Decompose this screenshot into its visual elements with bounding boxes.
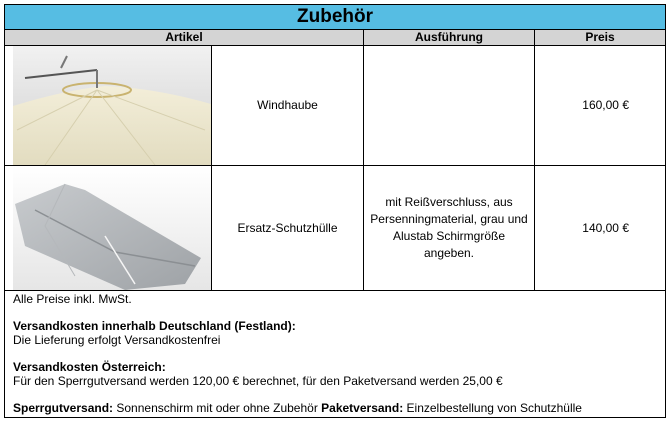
sperrgut-text: Sonnenschirm mit oder ohne Zubehör: [113, 401, 322, 415]
shipping-at-text: Für den Sperrgutversand werden 120,00 € berechnet, für den Paketversand werden 25,00 €: [13, 374, 503, 388]
shipping-de-text: Die Lieferung erfolgt Versandkostenfrei: [13, 333, 221, 347]
protective-cover-photo-icon: [5, 166, 211, 290]
vat-note: Alle Preise inkl. MwSt.: [13, 292, 132, 306]
table-cell-ausfuehrung: mit Reißverschluss, aus Persenningmaterial, grau und Alustab Schirmgröße angeben.: [370, 195, 528, 260]
table-row: [5, 46, 211, 165]
paket-label: Paketversand:: [321, 401, 404, 415]
sperrgut-label: Sperrgutversand:: [13, 401, 114, 415]
table-title: Zubehör: [5, 5, 665, 30]
table-cell-preis: 140,00 €: [582, 220, 629, 235]
column-header-artikel: Artikel: [165, 30, 203, 44]
table-cell-ausfuehrung: [364, 46, 534, 165]
table-cell-preis: 160,00 €: [582, 98, 629, 112]
shipping-at-heading: Versandkosten Österreich:: [13, 360, 166, 374]
table-row: [5, 166, 211, 290]
column-header-ausfuehrung: Ausführung: [415, 30, 483, 44]
umbrella-canopy-photo-icon: [5, 46, 211, 165]
paket-text: Einzelbestellung von Schutzhülle: [403, 401, 582, 415]
table-cell-artikel: Ersatz-Schutzhülle: [237, 220, 338, 235]
shipping-notes: [13, 292, 663, 415]
table-header: [5, 30, 665, 46]
shipping-de-heading: Versandkosten innerhalb Deutschland (Festland):: [13, 319, 296, 333]
accessories-table: [4, 4, 666, 418]
table-cell-artikel: Windhaube: [257, 98, 318, 112]
column-header-preis: Preis: [585, 30, 615, 44]
shipping-types-note: [13, 401, 663, 415]
